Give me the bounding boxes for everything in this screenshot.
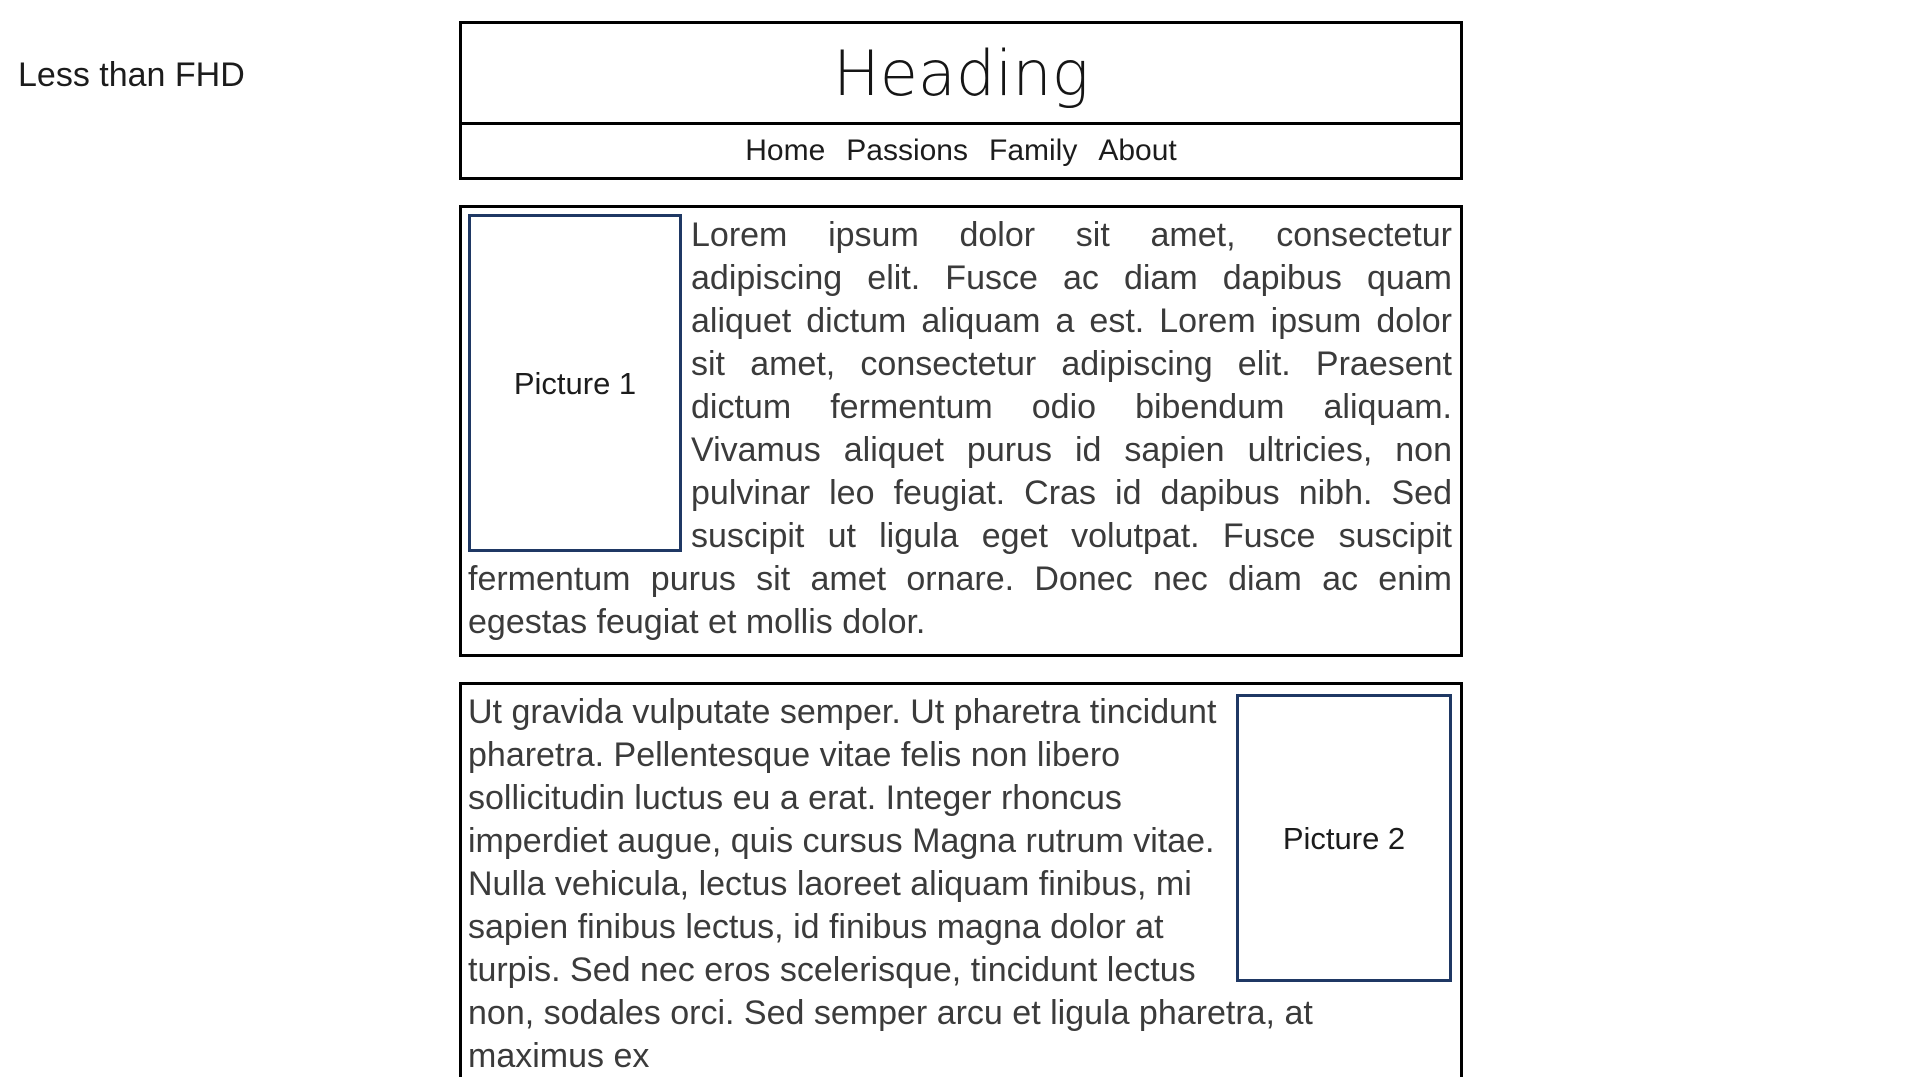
nav-item-passions[interactable]: Passions: [846, 134, 968, 167]
article-1: [459, 205, 1463, 657]
picture-1-label: Picture 1: [513, 365, 637, 401]
page-header: [459, 21, 1463, 180]
article-2: [459, 682, 1463, 1077]
nav-item-about[interactable]: About: [1098, 134, 1177, 167]
viewport-size-label: Less than FHD: [18, 56, 245, 94]
picture-1-placeholder: [468, 214, 682, 552]
article-1-text: Lorem ipsum dolor sit amet, consectetur adipiscing elit. Fusce ac diam dapibus quam aliquet dictum aliquam a est. Lorem ipsum dolor sit amet, consectetur adipiscing elit. Praesent dictum fermentum odio bibendum aliquam. Vivamus aliquet purus id sapien ultricies, non pulvinar leo feugiat. Cras id dapibus nibh. Sed suscipit ut ligula eget volutpat. Fusce suscipit fermentum purus sit amet ornare. Donec nec diam ac enim egestas feugiat et mollis dolor.: [468, 216, 1452, 641]
nav-item-family[interactable]: Family: [989, 134, 1078, 167]
article-2-text: Ut gravida vulputate semper. Ut pharetra tincidunt pharetra. Pellentesque vitae felis non libero sollicitudin luctus eu a erat. Integer rhoncus imperdiet augue, quis cursus Magna rutrum vitae. Nulla vehicula, lectus laoreet aliquam finibus, mi sapien finibus lectus, id finibus magna dolor at turpis. Sed nec eros scelerisque, tincidunt lectus non, sodales orci. Sed semper arcu et ligula pharetra, at maximus ex: [468, 693, 1313, 1075]
main-nav: [462, 122, 1460, 177]
nav-item-home[interactable]: Home: [745, 134, 826, 167]
picture-2-label: Picture 2: [1282, 820, 1406, 856]
picture-2-placeholder: [1236, 694, 1452, 982]
page-column: [459, 21, 1463, 1077]
page-title: Heading: [833, 36, 1089, 110]
